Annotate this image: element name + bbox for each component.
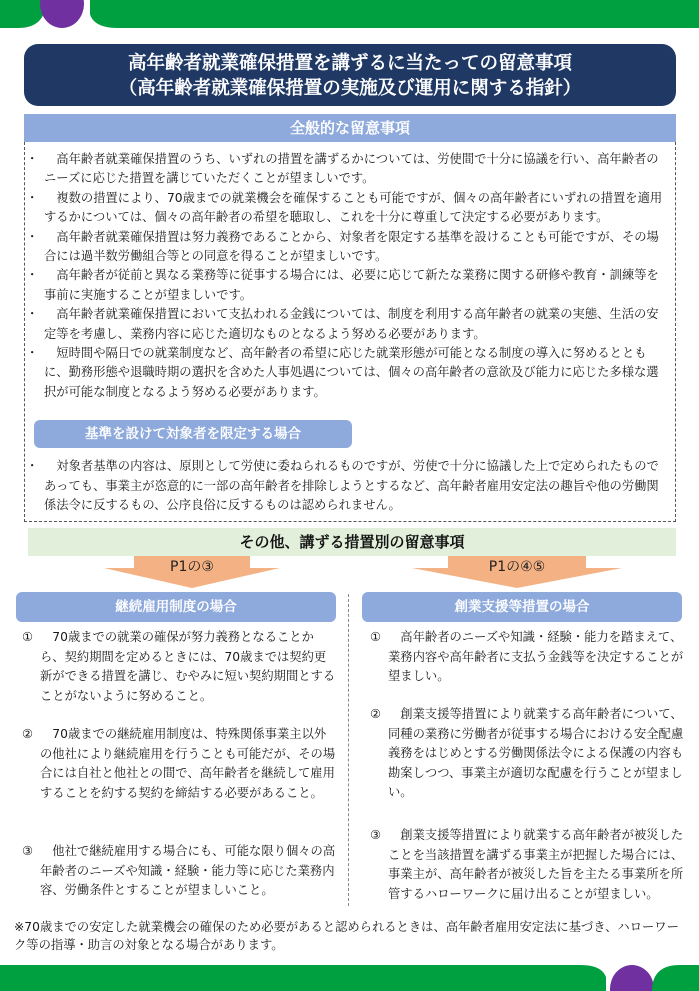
other-section-header: その他、講ずる措置別の留意事項 [28, 528, 676, 556]
top-decoration-bar [0, 0, 699, 28]
item-text: 70歳までの就業の確保が努力義務となることから、契約期間を定めるときには、70歳までは契約更新ができる措置を講じ、むやみに短い契約期間とすることがないように努めること。 [40, 630, 336, 703]
top-green-leaf [0, 0, 46, 28]
general-bullet-item [26, 266, 670, 305]
right-list-item [370, 826, 688, 904]
top-purple-circle [40, 0, 84, 28]
item-number: ③ [22, 844, 34, 858]
top-green-strip [90, 0, 699, 28]
criteria-text-block [26, 457, 670, 516]
general-bullet-item [26, 344, 670, 402]
page-title-line1: 高年齢者就業確保措置を講ずるに当たっての留意事項 [127, 53, 572, 74]
left-list-item [22, 628, 338, 706]
general-bullet-item [26, 228, 670, 267]
entrepreneurship-support-header: 創業支援等措置の場合 [362, 592, 682, 622]
bullet-mark: ・ [26, 307, 39, 322]
item-number: ③ [370, 828, 382, 842]
general-bullet-text: 複数の措置により、70歳までの就業機会を確保することも可能ですが、個々の高年齢者にいずれの措置を適用するかについては、個々の高年齢者の希望を聴取し、これを十分に尊重して決定する必要があります。 [44, 190, 663, 225]
column-divider [348, 594, 349, 906]
bullet-mark: ・ [26, 152, 39, 166]
bullet-mark: ・ [26, 190, 39, 205]
general-bullet-item [26, 150, 670, 189]
general-bullet-text: 短時間や隔日での就業制度など、高年齢者の希望に応じた就業形態が可能となる制度の導入に努めるとともに、勤務形態や退職時期の選択を含めた人事処遇については、個々の高年齢者の意欲及び能力に応じた多様な選択が可能な制度となるよう努める必要があります。 [44, 346, 659, 399]
right-list-item [370, 628, 688, 687]
item-number: ② [370, 707, 382, 721]
general-bullet-text: 高年齢者就業確保措置は努力義務であることから、対象者を限定する基準を設けることも可能ですが、その場合には過半数労働組合等との同意を得ることが望ましいです。 [44, 229, 659, 264]
general-bullet-text: 高年齢者就業確保措置において支払われる金銭については、制度を利用する高年齢者の就業の実態、生活の安定等を考慮し、業務内容に応じた適切なものとなるよう努める必要があります。 [44, 307, 659, 341]
right-arrow-label: P1の④⑤ [488, 559, 546, 575]
right-list-item [370, 705, 688, 803]
item-number: ① [370, 630, 382, 644]
general-bullet-list [26, 150, 670, 402]
page-title-line2: （高年齢者就業確保措置の実施及び運用に関する指針） [118, 78, 582, 99]
bottom-green-leaf [652, 965, 699, 991]
general-bullet-text: 高年齢者就業確保措置のうち、いずれの措置を講ずるかについては、労使間で十分に協議を行い、高年齢者のニーズに応じた措置を講じていただくことが望ましいです。 [44, 152, 659, 186]
continued-employment-header: 継続雇用制度の場合 [16, 592, 336, 622]
left-list-item [22, 725, 338, 803]
item-text: 70歳までの継続雇用制度は、特殊関係事業主以外の他社により継続雇用を行うことも可能だが、その場合には自社と他社との間で、高年齢者を継続して雇用することを約する契約を締結する必要があること。 [40, 727, 336, 800]
left-list-item [22, 842, 338, 901]
bullet-mark: ・ [26, 346, 39, 361]
bottom-green-strip [0, 965, 606, 991]
left-arrow-label: P1の③ [170, 559, 214, 575]
bullet-mark: ・ [26, 459, 39, 473]
general-section-header: 全般的な留意事項 [24, 114, 676, 142]
page-title [24, 44, 676, 106]
criteria-section-header: 基準を設けて対象者を限定する場合 [34, 420, 352, 448]
bullet-mark: ・ [26, 268, 39, 283]
bullet-mark: ・ [26, 229, 39, 244]
item-number: ② [22, 727, 34, 741]
general-bullet-item [26, 189, 670, 228]
item-text: 創業支援等措置により就業する高年齢者が被災したことを当該措置を講ずる事業主が把握した場合には、事業主が、高年齢者が被災した旨を主たる事業所を所管するハローワークに届け出ることが望ましい。 [388, 828, 684, 901]
criteria-text: 対象者基準の内容は、原則として労使に委ねられるものですが、労使で十分に協議した上で定められたものであっても、事業主が恣意的に一部の高年齢者を排除しようとするなど、高年齢者雇用安定法の趣旨や他の労働関係法令に反するもの、公序良俗に反するものは認められません。 [44, 459, 659, 513]
item-text: 創業支援等措置により就業する高年齢者について、同種の業務に労働者が従事する場合における安全配慮義務をはじめとする労働関係法令による保護の内容も勘案しつつ、事業主が適切な配慮を行うことが望ましい。 [388, 707, 684, 800]
general-bullet-text: 高年齢者が従前と異なる業務等に従事する場合には、必要に応じて新たな業務に関する研修や教育・訓練等を事前に実施することが望ましいです。 [44, 268, 659, 302]
footnote: ※70歳までの安定した就業機会の確保のため必要があると認められるときは、高年齢者雇用安定法に基づき、ハローワーク等の指導・助言の対象となる場合があります。 [14, 920, 679, 952]
item-text: 高年齢者のニーズや知識・経験・能力を踏まえて、業務内容や高年齢者に支払う金銭等を決定することが望ましい。 [388, 630, 684, 684]
general-bullet-item [26, 305, 670, 344]
item-number: ① [22, 630, 34, 644]
bottom-purple-circle [610, 965, 654, 991]
bottom-decoration-bar [0, 965, 699, 991]
item-text: 他社で継続雇用する場合にも、可能な限り個々の高年齢者のニーズや知識・経験・能力等に応じた業務内容、労働条件とすることが望ましいこと。 [40, 844, 336, 898]
